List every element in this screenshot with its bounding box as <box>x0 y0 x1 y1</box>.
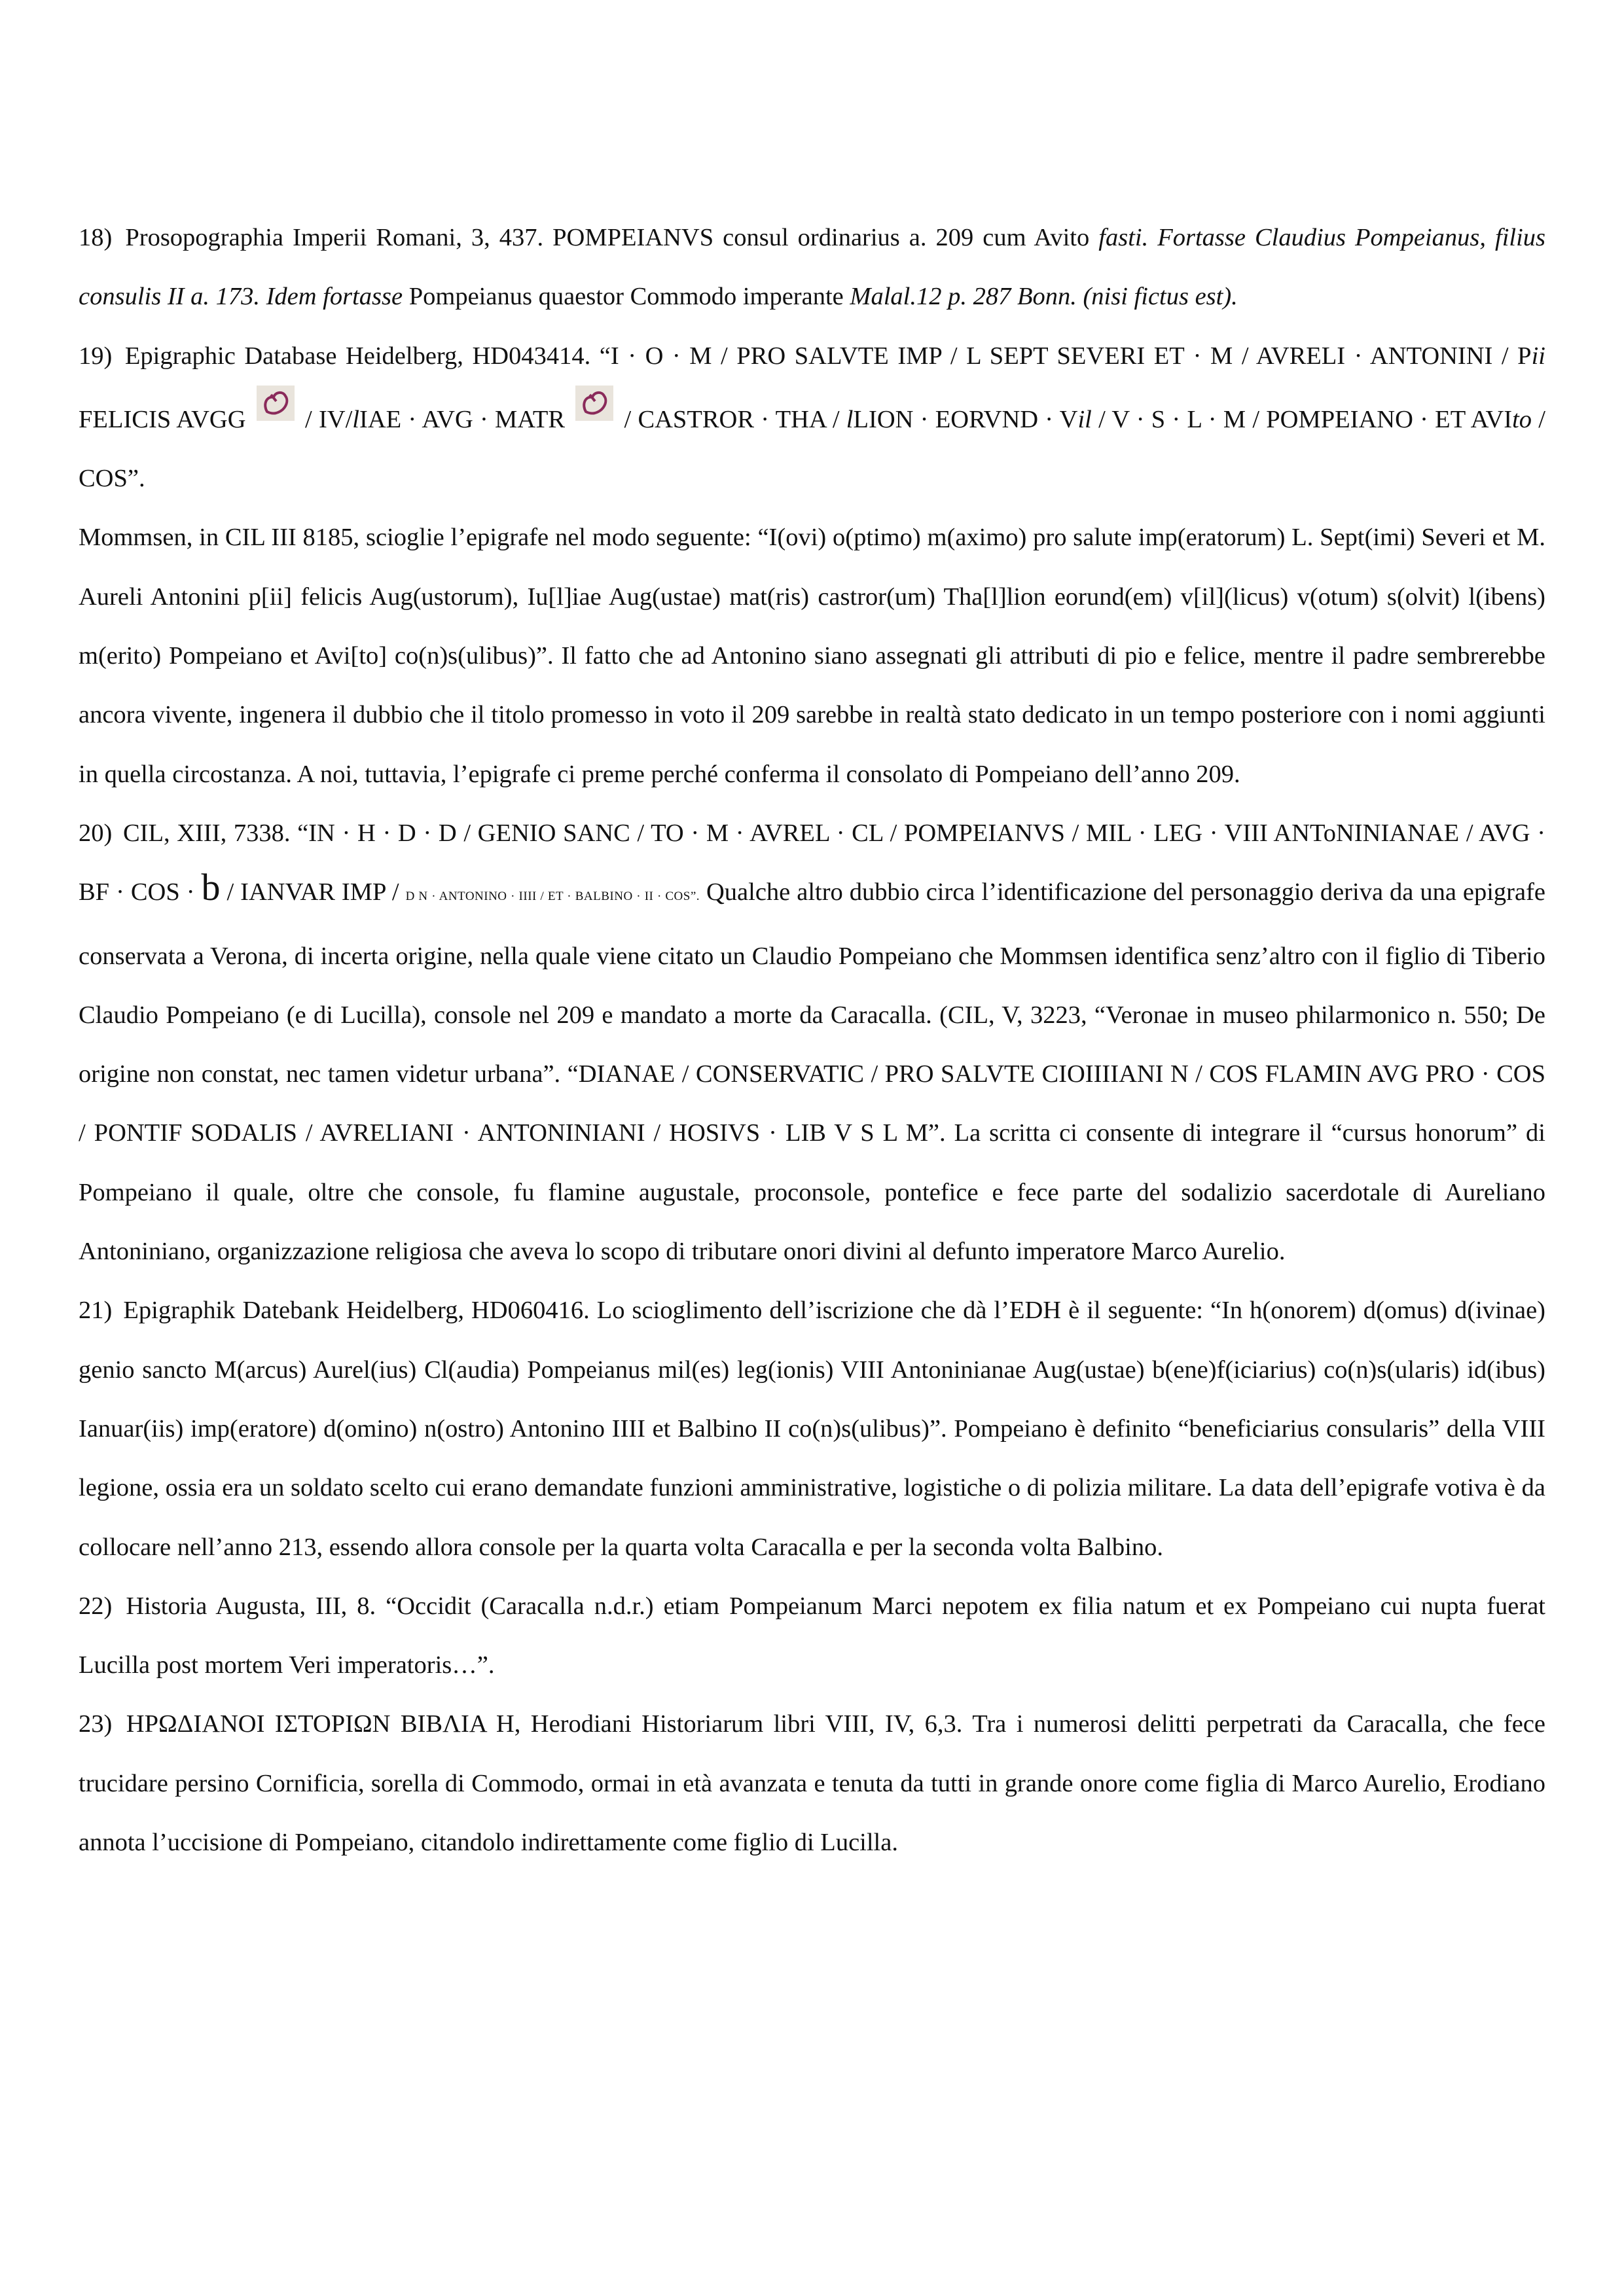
footnote-text: IAE · AVG · MATR <box>359 405 572 433</box>
footnote-23 <box>79 1695 1545 1872</box>
hedera-leaf-icon <box>257 386 295 421</box>
footnote-number: 22) <box>79 1592 113 1620</box>
footnote-number: 18) <box>79 224 113 251</box>
mommsen-paragraph <box>79 508 1545 803</box>
footnote-text: Pompeianus quaestor Commodo imperante <box>403 283 850 311</box>
footnote-text: / IV/ <box>298 405 353 433</box>
footnote-text: / CASTROR · THA / <box>617 405 846 433</box>
footnote-text-italic: il <box>1077 405 1092 433</box>
footnote-number: 19) <box>79 342 113 370</box>
footnote-text-italic: l <box>846 405 854 433</box>
footnote-text: Epigraphic Database Heidelberg, HD043414. “I · O · M / PRO SALVTE IMP / L SEPT SEVERI ET · M / AVRELI · ANTONINI / P <box>124 342 1532 370</box>
footnote-21 <box>79 1281 1545 1576</box>
footnote-text-large: b <box>201 866 221 909</box>
footnote-text: LION · EORVND · V <box>853 405 1078 433</box>
footnote-number: 20) <box>79 819 113 847</box>
document-page <box>79 208 1545 1872</box>
footnote-22 <box>79 1577 1545 1695</box>
footnote-text: / COS”. <box>79 405 1545 493</box>
footnote-text: Prosopographia Imperii Romani, 3, 437. POMPEIANVS consul ordinarius a. 209 cum Avito <box>125 224 1099 251</box>
footnote-text: ΗΡΩΔΙΑΝΟΙ ΙΣΤΟΡΙΩΝ ΒΙΒΛΙΑ Η, Herodiani Historiarum libri VIII, IV, 6,3. Tra i numerosi delitti perpetrati da Caracalla, che fece trucidare persino Cornificia, sorella di Commodo, ormai in età avanzata e tenuta da tutti in grande onore come figlia di Marco Aurelio, Erodiano annota l’uccisione di Pompeiano, citandolo indirettamente come figlio di Lucilla. <box>79 1710 1546 1857</box>
footnote-text: FELICIS AVGG <box>79 405 253 433</box>
hedera-leaf-icon <box>575 386 613 421</box>
footnote-text-italic: to <box>1512 405 1532 433</box>
footnote-text: / IANVAR IMP / <box>220 878 406 906</box>
footnote-text-italic: Malal.12 p. 287 Bonn. (nisi fictus est). <box>850 283 1238 311</box>
paragraph-text: Mommsen, in CIL III 8185, scioglie l’epigrafe nel modo seguente: “I(ovi) o(ptimo) m(aximo) pro salute imp(eratorum) L. Sept(imi) Severi et M. Aureli Antonini p[ii] felicis Aug(ustorum), Iu[l]iae Aug(ustae) mat(ris) castror(um) Tha[l]lion eorund(em) v[il](licus) v(otum) s(olvit) l(ibens) m(erito) Pompeiano et Avi[to] co(n)s(ulibus)”. Il fatto che ad Antonino siano assegnati gli attributi di pio e felice, mentre il padre sembrerebbe ancora vivente, ingenera il dubbio che il titolo promesso in voto il 209 sarebbe in realtà stato dedicato in un tempo posteriore con i nomi aggiunti in quella circostanza. A noi, tuttavia, l’epigrafe ci preme perché conferma il consolato di Pompeiano dell’anno 209. <box>79 524 1545 788</box>
footnote-text-italic: l <box>352 405 359 433</box>
footnote-18 <box>79 208 1545 327</box>
footnote-text: Qualche altro dubbio circa l’identificazione del personaggio deriva da una epigrafe conservata a Verona, di incerta origine, nella quale viene citato un Claudio Pompeiano che Mommsen identifica senz’altro con il figlio di Tiberio Claudio Pompeiano (e di Lucilla), console nel 209 e mandato a morte da Caracalla. (CIL, V, 3223, “Veronae in museo philarmonico n. 550; De origine non constat, nec tamen videtur urbana”. “DIANAE / CONSERVATIC / PRO SALVTE CIOIIIIANI N / COS FLAMIN AVG PRO · COS / PONTIF SODALIS / AVRELIANI · ANTONINIANI / HOSIVS · LIB V S L M”. La scritta ci consente di integrare il “cursus honorum” di Pompeiano il quale, oltre che console, fu flamine augustale, proconsole, pontefice e fece parte del sodalizio sacerdotale di Aureliano Antoniniano, organizzazione religiosa che aveva lo scopo di tributare onori divini al defunto imperatore Marco Aurelio. <box>79 878 1545 1266</box>
footnote-19 <box>79 327 1545 509</box>
footnote-text-italic: fasti. Fortasse Claudius Pompeianus, filius consulis II a. 173. Idem fortasse <box>79 224 1546 311</box>
footnote-number: 23) <box>79 1710 113 1738</box>
footnote-text-small: D N · ANTONINO · IIII / ET · BALBINO · II · COS”. <box>405 889 700 904</box>
footnote-number: 21) <box>79 1297 113 1325</box>
footnote-text: Historia Augusta, III, 8. “Occidit (Caracalla n.d.r.) etiam Pompeianum Marci nepotem ex filia natum et ex Pompeiano cui nupta fuerat Lucilla post mortem Veri imperatoris…”. <box>79 1592 1546 1679</box>
footnote-text: / V · S · L · M / POMPEIANO · ET AVI <box>1091 405 1513 433</box>
footnote-20 <box>79 804 1545 1281</box>
footnote-text: Epigraphik Datebank Heidelberg, HD060416. Lo scioglimento dell’iscrizione che dà l’EDH è il seguente: “In h(onorem) d(omus) d(ivinae) genio sancto M(arcus) Aurel(ius) Cl(audia) Pompeianus mil(es) leg(ionis) VIII Antoninianae Aug(ustae) b(ene)f(iciarius) co(n)s(ularis) id(ibus) Ianuar(iis) imp(eratore) d(omino) n(ostro) Antonino IIII et Balbino II co(n)s(ulibus)”. Pompeiano è definito “beneficiarius consularis” della VIII legione, ossia era un soldato scelto cui erano demandate funzioni amministrative, logistiche o di polizia militare. La data dell’epigrafe votiva è da collocare nell’anno 213, essendo allora console per la quarta volta Caracalla e per la seconda volta Balbino. <box>79 1297 1545 1561</box>
footnote-text: CIL, XIII, 7338. “IN · H · D · D / GENIO SANC / TO · M · AVREL · CL / POMPEIANVS / MIL · LEG · VIII ANToNINIANAE / AVG · BF · COS · <box>79 819 1546 906</box>
footnote-text-italic: ii <box>1531 342 1545 370</box>
